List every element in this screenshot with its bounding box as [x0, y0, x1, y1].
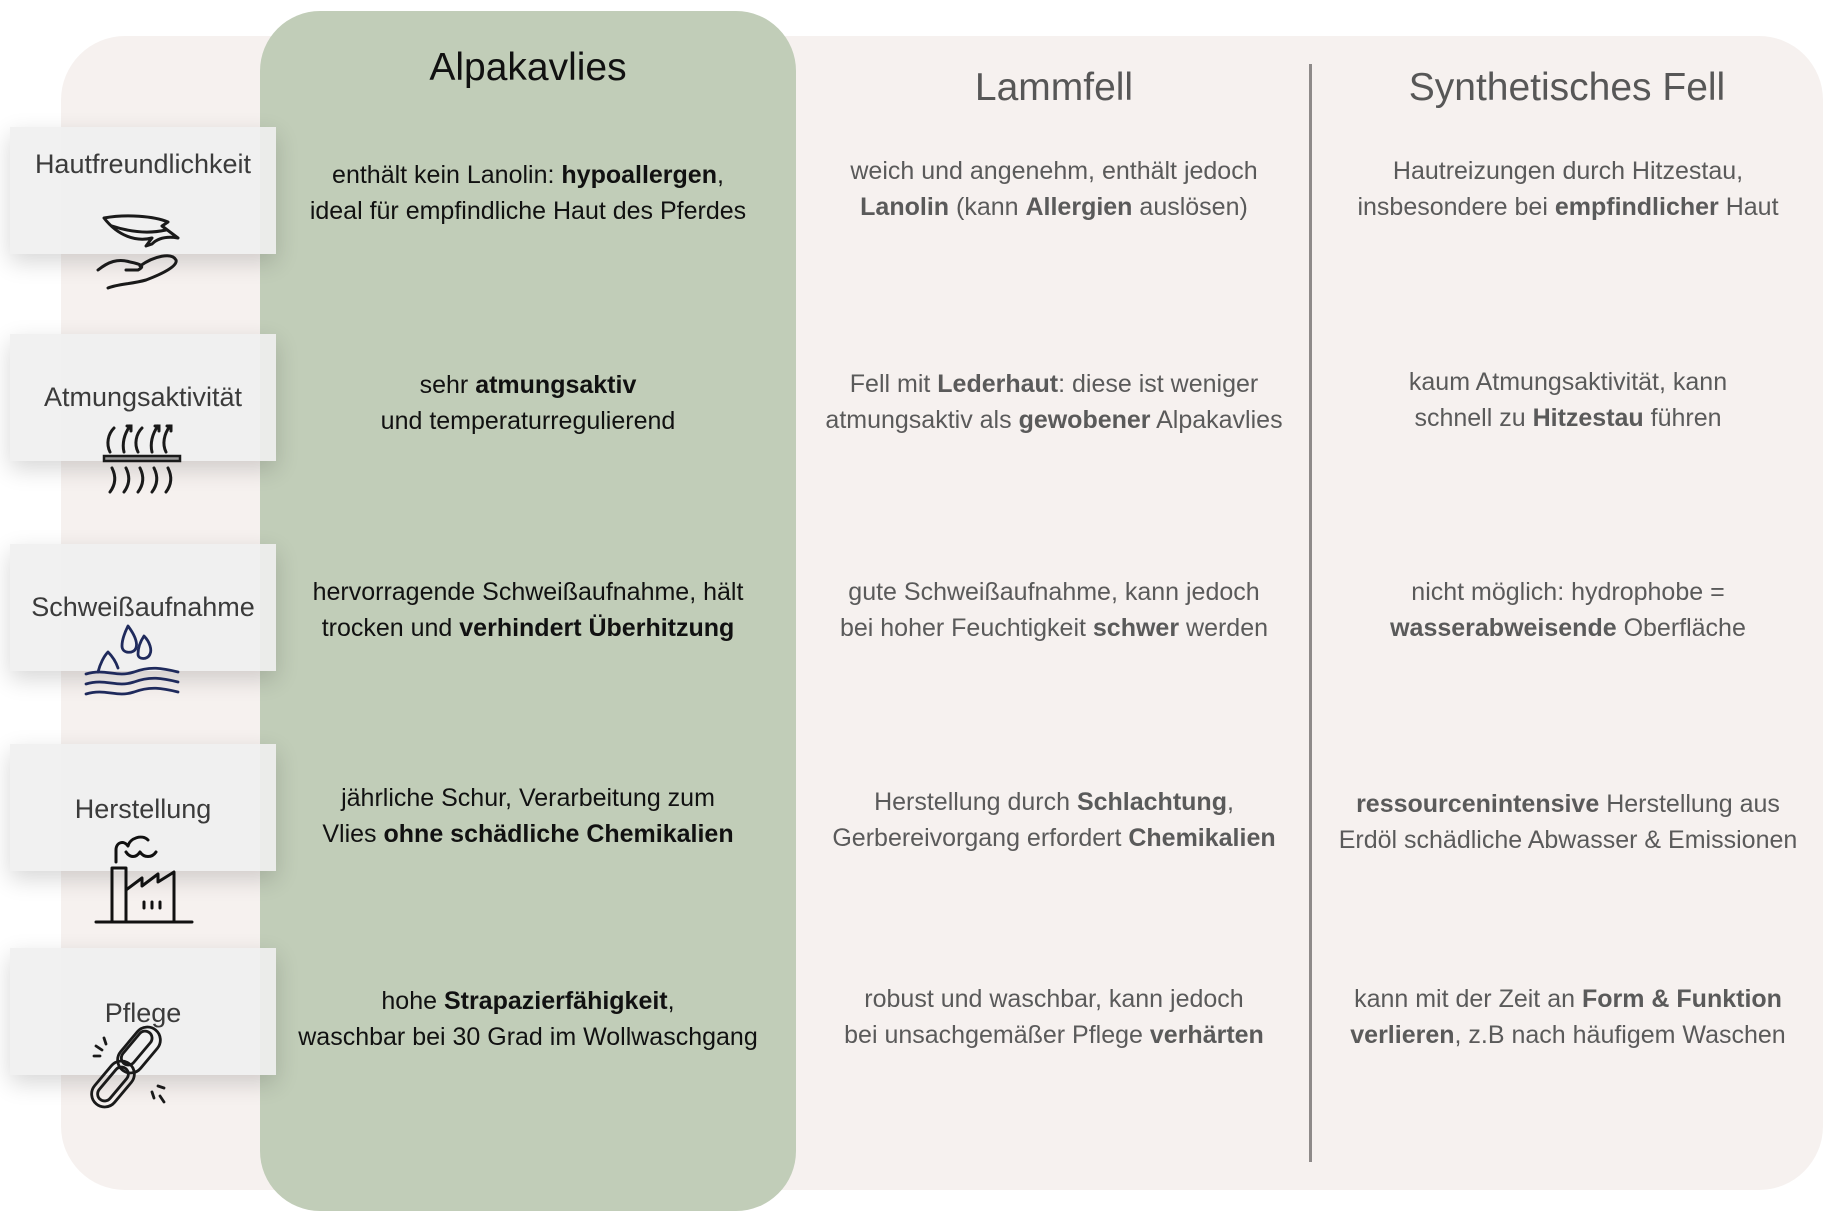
cell-line [1314, 400, 1822, 436]
broken-chain-link-icon [92, 1030, 176, 1114]
cell-text: Erdöl schädliche Abwasser & Emissionen [1338, 826, 1798, 854]
cell-text: waschbar bei 30 Grad im Wollwaschgang [298, 1023, 758, 1051]
cell-text: Herstellung durch [874, 788, 1077, 816]
cell-text: schnell zu [1414, 404, 1533, 432]
cell-line [1314, 189, 1822, 225]
cell-line [1314, 364, 1822, 400]
cell-line [1314, 981, 1822, 1017]
emphasis-text: Form & Funktion [1581, 985, 1782, 1013]
water-drops-icon [86, 624, 182, 696]
cell-text: auslösen) [1132, 193, 1248, 221]
cell-text: führen [1643, 404, 1722, 432]
emphasis-text: hypoallergen [561, 161, 717, 189]
cell-line [800, 1017, 1308, 1053]
cell-line [268, 157, 788, 193]
emphasis-text: verlieren [1350, 1021, 1455, 1049]
cell-synthetisches-fell-schweissaufnahme [1314, 574, 1822, 646]
cell-text: robust und waschbar, kann jedoch [864, 985, 1244, 1013]
emphasis-text: gewobener [1018, 406, 1151, 434]
cell-text: jährliche Schur, Verarbeitung zum [341, 784, 715, 812]
cell-text: , [716, 161, 724, 189]
cell-text: und temperaturregulierend [380, 407, 676, 435]
cell-text: Fell mit [849, 370, 938, 398]
emphasis-text: Lanolin [860, 193, 950, 221]
cell-text: Vlies [322, 820, 384, 848]
cell-text: hohe [381, 987, 444, 1015]
cell-text: enthält kein Lanolin: [332, 161, 562, 189]
emphasis-text: Schlachtung [1076, 788, 1227, 816]
breathable-fabric-icon [104, 422, 184, 496]
cell-synthetisches-fell-hautfreundlichkeit [1314, 153, 1822, 225]
emphasis-text: empfindlicher [1554, 193, 1719, 221]
cell-text: Alpakavlies [1150, 406, 1283, 434]
cell-line [800, 820, 1308, 856]
cell-line [1314, 574, 1822, 610]
cell-alpakavlies-herstellung [268, 780, 788, 852]
cell-lammfell-schweissaufnahme [800, 574, 1308, 646]
cell-text: ideal für empfindliche Haut des Pferdes [309, 197, 747, 225]
cell-text: atmungsaktiv als [825, 406, 1019, 434]
cell-alpakavlies-hautfreundlichkeit [268, 157, 788, 229]
emphasis-text: Hitzestau [1532, 404, 1644, 432]
cell-line [800, 402, 1308, 438]
cell-line [1314, 153, 1822, 189]
cell-text: trocken und [321, 614, 460, 642]
cell-line [268, 780, 788, 816]
cell-alpakavlies-pflege [268, 983, 788, 1055]
cell-line [800, 981, 1308, 1017]
cell-line [800, 784, 1308, 820]
cell-synthetisches-fell-atmungsaktivitaet [1314, 364, 1822, 436]
hand-feather-icon [96, 212, 192, 294]
column-header-lammfell: Lammfell [974, 66, 1134, 109]
cell-line [800, 189, 1308, 225]
cell-alpakavlies-schweissaufnahme [268, 574, 788, 646]
cell-line [800, 153, 1308, 189]
cell-text: Herstellung aus [1599, 790, 1780, 818]
emphasis-text: Strapazierfähigkeit [443, 987, 668, 1015]
cell-text: , z.B nach häufigem Waschen [1454, 1021, 1786, 1049]
emphasis-text: Chemikalien [1128, 824, 1276, 852]
row-label: Pflege [104, 998, 182, 1028]
cell-text: bei unsachgemäßer Pflege [844, 1021, 1150, 1049]
row-label: Hautfreundlichkeit [34, 149, 252, 179]
cell-text: sehr [419, 371, 476, 399]
cell-synthetisches-fell-herstellung [1314, 786, 1822, 858]
cell-text: insbesondere bei [1357, 193, 1555, 221]
cell-text: Oberfläche [1616, 614, 1746, 642]
cell-line [268, 403, 788, 439]
cell-text: : diese ist weniger [1058, 370, 1259, 398]
cell-text: Haut [1718, 193, 1779, 221]
cell-text: weich und angenehm, enthält jedoch [850, 157, 1258, 185]
column-divider [1309, 64, 1312, 1162]
factory-icon [96, 828, 192, 926]
cell-lammfell-atmungsaktivitaet [800, 366, 1308, 438]
cell-text: bei hoher Feuchtigkeit [839, 614, 1093, 642]
cell-line [268, 816, 788, 852]
cell-text: hervorragende Schweißaufnahme, hält [312, 578, 744, 606]
cell-line [800, 610, 1308, 646]
cell-line [1314, 786, 1822, 822]
row-label: Atmungsaktivität [43, 382, 243, 412]
emphasis-text: ressourcenintensive [1356, 790, 1600, 818]
cell-lammfell-herstellung [800, 784, 1308, 856]
cell-text: kann mit der Zeit an [1354, 985, 1582, 1013]
emphasis-text: wasserabweisende [1390, 614, 1617, 642]
cell-line [1314, 610, 1822, 646]
emphasis-text: ohne schädliche Chemikalien [383, 820, 734, 848]
cell-text: , [667, 987, 675, 1015]
cell-line [268, 610, 788, 646]
cell-text: kaum Atmungsaktivität, kann [1408, 368, 1728, 396]
emphasis-text: verhindert Überhitzung [459, 614, 735, 642]
cell-lammfell-pflege [800, 981, 1308, 1053]
cell-line [268, 1019, 788, 1055]
cell-text: Hautreizungen durch Hitzestau, [1392, 157, 1744, 185]
cell-text: Gerbereivorgang erfordert [832, 824, 1129, 852]
emphasis-text: schwer [1092, 614, 1180, 642]
cell-line [268, 367, 788, 403]
cell-text: nicht möglich: hydrophobe = [1411, 578, 1725, 606]
cell-text: werden [1179, 614, 1269, 642]
emphasis-text: atmungsaktiv [475, 371, 637, 399]
cell-line [1314, 822, 1822, 858]
column-header-synthetisches-fell: Synthetisches Fell [1408, 66, 1726, 109]
cell-line [268, 193, 788, 229]
cell-line [268, 983, 788, 1019]
cell-alpakavlies-atmungsaktivitaet [268, 367, 788, 439]
cell-line [1314, 1017, 1822, 1053]
emphasis-text: Allergien [1025, 193, 1133, 221]
column-header-alpakavlies: Alpakavlies [429, 46, 627, 89]
cell-text: , [1226, 788, 1234, 816]
row-label: Herstellung [74, 794, 212, 824]
cell-line [268, 574, 788, 610]
emphasis-text: Lederhaut [937, 370, 1059, 398]
row-label: Schweißaufnahme [31, 592, 255, 622]
cell-text: gute Schweißaufnahme, kann jedoch [848, 578, 1260, 606]
cell-synthetisches-fell-pflege [1314, 981, 1822, 1053]
cell-line [800, 574, 1308, 610]
cell-lammfell-hautfreundlichkeit [800, 153, 1308, 225]
cell-text: (kann [949, 193, 1026, 221]
cell-line [800, 366, 1308, 402]
emphasis-text: verhärten [1149, 1021, 1264, 1049]
